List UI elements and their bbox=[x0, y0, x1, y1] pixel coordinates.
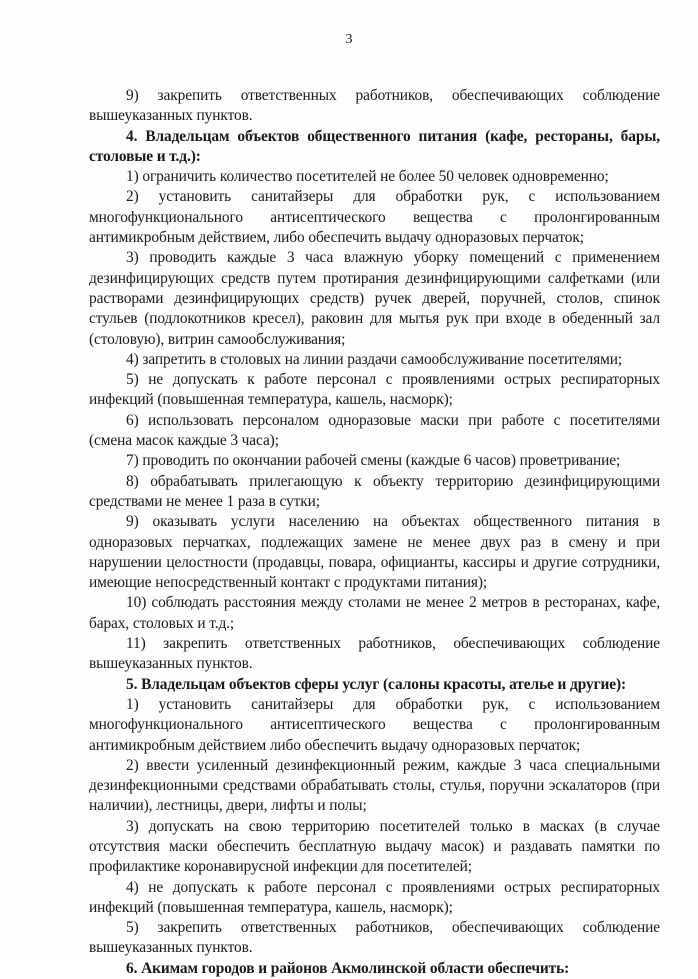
paragraph: 7) проводить по окончании рабочей смены (каждые 6 часов) проветривание; bbox=[126, 452, 621, 470]
paragraph: 1) ограничить количество посетителей не более 50 человек одновременно; bbox=[126, 168, 609, 186]
paragraph: 10) соблюдать расстояния между столами не менее 2 метров в ресторанах, кафе, барах, столовых и т.д.; bbox=[89, 594, 660, 632]
section-heading: 6. Акимам городов и районов Акмолинской области обеспечить: bbox=[126, 959, 570, 977]
paragraph: 9) закрепить ответственных работников, обеспечивающих соблюдение вышеуказанных пунктов. bbox=[89, 87, 660, 125]
section-heading: 4. Владельцам объектов общественного питания (кафе, рестораны, бары, столовые и т.д.): bbox=[89, 127, 660, 165]
paragraph: 9) оказывать услуги населению на объектах общественного питания в одноразовых перчатках, подлежащих замене не менее двух раз в смену и при нарушении целостности (продавцы, повара, официанты, кассиры и другие сотрудники, имеющие непосредственный контакт с продуктами питания); bbox=[89, 513, 660, 592]
paragraph: 11) закрепить ответственных работников, обеспечивающих соблюдение вышеуказанных пунктов. bbox=[89, 635, 660, 673]
paragraph: 2) установить санитайзеры для обработки рук, с использованием многофункционального антисептического вещества с пролонгированным антимикробным действием, либо обеспечить выдачу одноразовых перчаток; bbox=[89, 188, 660, 247]
paragraph: 5) не допускать к работе персонал с проявлениями острых респираторных инфекций (повышенная температура, кашель, насморк); bbox=[89, 371, 660, 409]
paragraph: 3) проводить каждые 3 часа влажную уборку помещений с применением дезинфицирующих средств путем протирания дезинфицирующими салфетками (или растворами дезинфицирующих средств) ручек дверей, поручней, столов, спинок стульев (подлокотников кресел), раковин для мытья рук при входе в обеденный зал (столовую), витрин самообслуживания; bbox=[89, 249, 660, 348]
paragraph: 6) использовать персоналом одноразовые маски при работе с посетителями (смена масок каждые 3 часа); bbox=[89, 411, 660, 450]
paragraph: 2) ввести усиленный дезинфекционный режим, каждые 3 часа специальными дезинфекционными средствами обрабатывать столы, стулья, поручни эскалаторов (при наличии), лестницы, двери, лифты и полы; bbox=[89, 756, 660, 815]
page-number: 3 bbox=[345, 32, 353, 47]
paragraph: 8) обрабатывать прилегающую к объекту территорию дезинфицирующими средствами не менее 1 раза в сутки; bbox=[89, 472, 660, 510]
paragraph: 4) не допускать к работе персонал с проявлениями острых респираторных инфекций (повышенная температура, кашель, насморк); bbox=[89, 878, 660, 916]
document-body bbox=[89, 86, 660, 979]
paragraph: 3) допускать на свою территорию посетителей только в масках (в случае отсутствия маски обеспечить бесплатную выдачу масок) и раздавать памятки по профилактике коронавирусной инфекции для посетителей; bbox=[89, 817, 660, 876]
section-heading: 5. Владельцам объектов сферы услуг (салоны красоты, ателье и другие): bbox=[126, 675, 627, 693]
paragraph: 4) запретить в столовых на линии раздачи самообслуживание посетителями; bbox=[126, 350, 623, 368]
paragraph: 1) установить санитайзеры для обработки рук, с использованием многофункционального антисептического вещества с пролонгированным антимикробным действием либо обеспечить выдачу одноразовых перчаток; bbox=[89, 695, 660, 754]
paragraph: 5) закрепить ответственных работников, обеспечивающих соблюдение вышеуказанных пунктов. bbox=[89, 919, 660, 957]
